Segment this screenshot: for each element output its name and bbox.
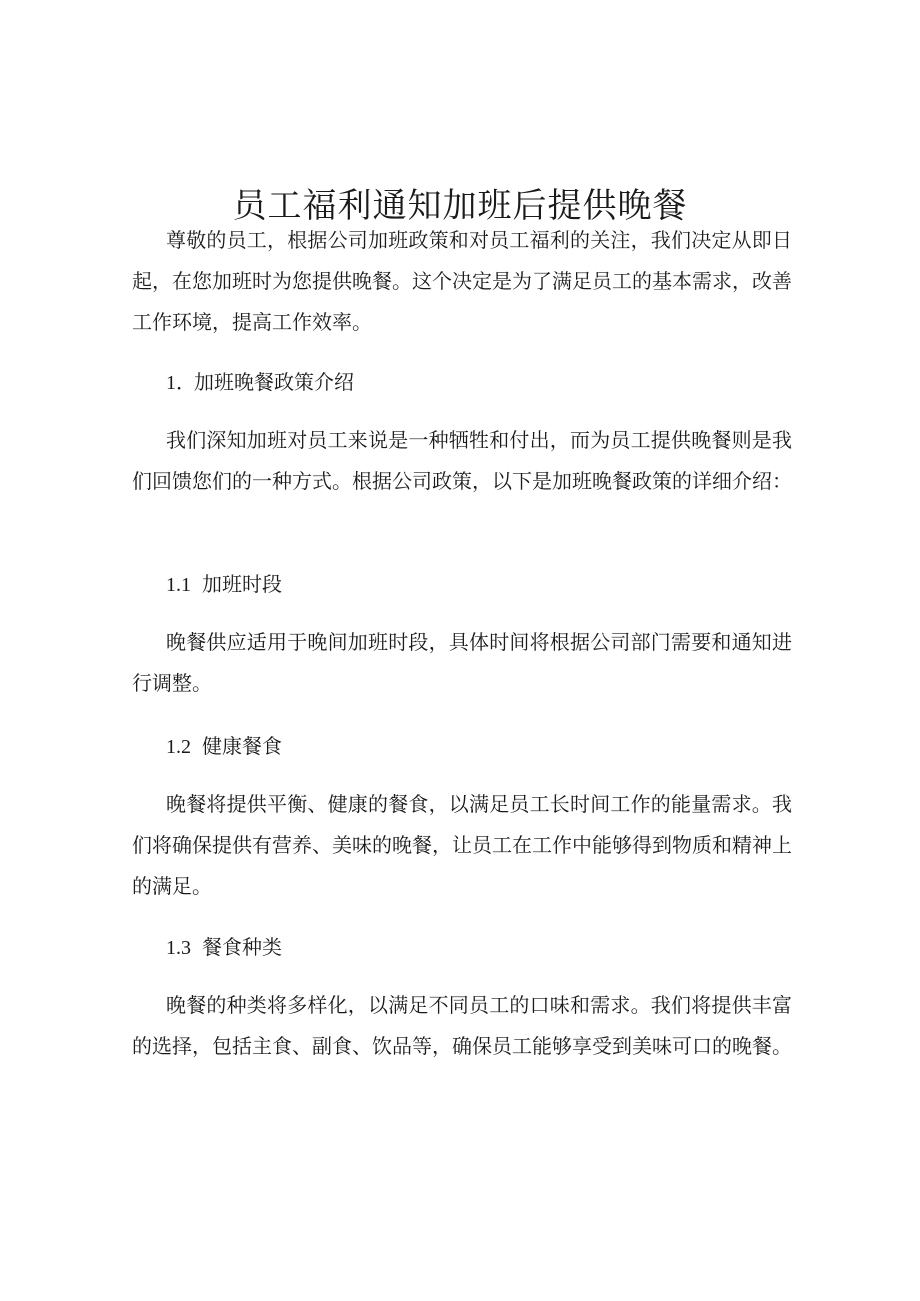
section-1-1-title: 加班时段 [202, 572, 282, 596]
document-title: 员工福利通知加班后提供晚餐 [232, 185, 688, 226]
section-1-3-paragraph: 晚餐的种类将多样化，以满足不同员工的口味和需求。我们将提供丰富的选择，包括主食、副食、饮品等，确保员工能够享受到美味可口的晚餐。 [132, 993, 792, 1058]
section-1-paragraph: 我们深知加班对员工来说是一种牺牲和付出，而为员工提供晚餐则是我们回馈您们的一种方式。根据公司政策，以下是加班晚餐政策的详细介绍： [132, 428, 792, 493]
section-1-1-paragraph: 晚餐供应适用于晚间加班时段，具体时间将根据公司部门需要和通知进行调整。 [132, 630, 792, 695]
section-1-2-heading [166, 731, 282, 762]
section-1-3-number: 1.3 [166, 937, 191, 959]
section-1-1-heading [166, 569, 282, 600]
section-1-2-number: 1.2 [166, 736, 191, 758]
intro-paragraph: 尊敬的员工，根据公司加班政策和对员工福利的关注，我们决定从即日起，在您加班时为您提供晚餐。这个决定是为了满足员工的基本需求，改善工作环境，提高工作效率。 [132, 228, 792, 334]
section-1-1-number: 1.1 [166, 574, 191, 596]
section-1-title: 加班晚餐政策介绍 [194, 370, 354, 394]
section-1-2-title: 健康餐食 [202, 734, 282, 758]
section-1-3-title: 餐食种类 [202, 935, 282, 959]
section-1-number: 1． [166, 372, 196, 394]
section-1-3-heading [166, 932, 282, 963]
section-1-heading [166, 367, 354, 398]
section-1-2-paragraph: 晚餐将提供平衡、健康的餐食，以满足员工长时间工作的能量需求。我们将确保提供有营养、美味的晚餐，让员工在工作中能够得到物质和精神上的满足。 [132, 792, 792, 898]
